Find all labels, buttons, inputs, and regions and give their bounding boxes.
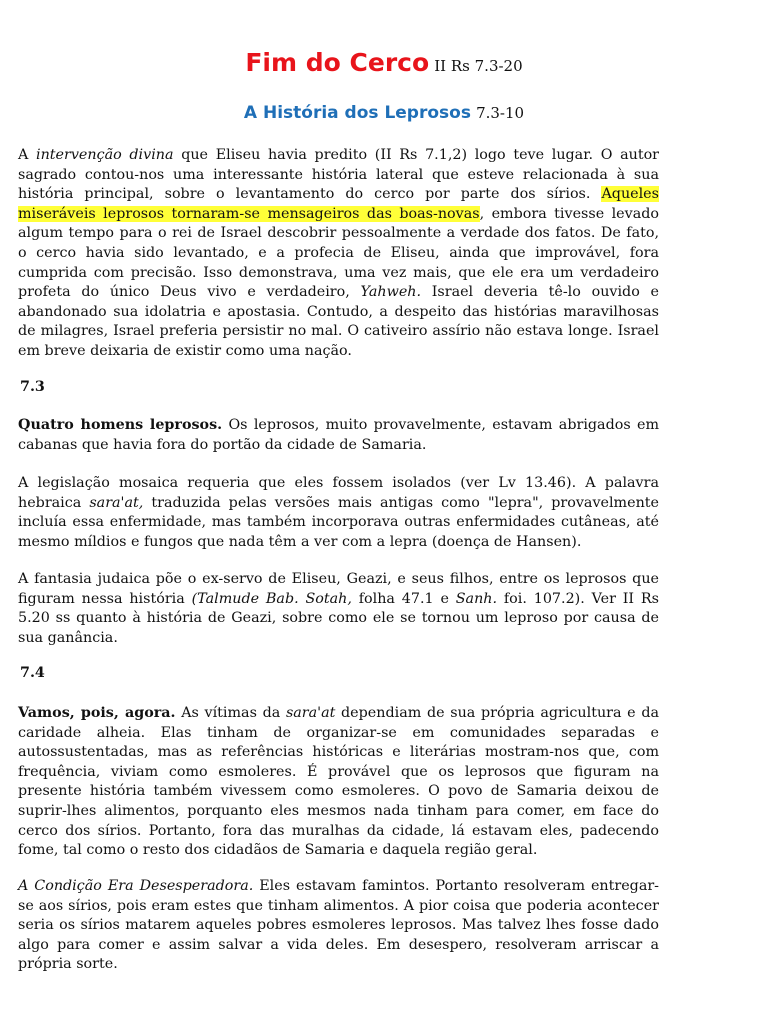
term-saraat: sara'at,	[89, 494, 144, 511]
intro-paragraph	[18, 146, 659, 362]
bold-lead: Vamos, pois, agora.	[18, 705, 176, 721]
citation-talmude: (Talmude Bab. Sotah,	[191, 590, 352, 607]
paragraph-text: Os leprosos, muito provavelmente, estavam abrigados em cabanas que havia fora do portão da cidade de Samaria.	[18, 417, 660, 453]
citation-sanh: Sanh.	[455, 590, 498, 607]
section-subtitle: A História dos Leprosos	[243, 103, 471, 123]
verse-heading-7-4: 7.4	[20, 665, 45, 681]
intro-text-4: Israel deveria tê-lo ouvido e abandonado sua idolatria e apostasia. Contudo, a despeito das histórias maravilhosas de milagres, Israel preferia persistir no mal. O cativeiro assírio não estava longe. Israel em breve deixaria de existir como uma nação.	[18, 284, 659, 359]
paragraph-text: As vítimas da	[175, 705, 286, 721]
title-line	[0, 48, 768, 77]
title-reference: II Rs 7.3-20	[434, 57, 523, 75]
bold-lead: Quatro homens leprosos.	[18, 417, 223, 433]
verse-heading-7-3: 7.3	[20, 379, 45, 395]
intro-text-3: , embora tivesse levado algum tempo para o rei de Israel descobrir pessoalmente a verdade dos fatos. De fato, o cerco havia sido levantado, e a profecia de Eliseu, ainda que improvável, fora cumprida com precisão. Isso demonstrava, uma vez mais, que ele era um verdadeiro profeta do único Deus vivo e verdadeiro,	[18, 205, 660, 301]
paragraph-text: Eles estavam famintos. Portanto resolveram entregar-se aos sírios, pois eram estes que tinham alimentos. A pior coisa que poderia acontecer seria os sírios matarem aqueles pobres esmoleres leprosos. Mas talvez lhes fosse dado algo para comer e assim salvar a vida deles. Em desespero, resolveram arriscar a própria sorte.	[18, 878, 660, 973]
paragraph-text: A legislação mosaica requeria que eles fossem isolados (ver Lv 13.46). A palavra hebraica	[18, 475, 659, 511]
term-saraat: sara'at	[285, 705, 336, 721]
intro-text-1: A	[18, 147, 37, 163]
intro-emphasis: intervenção divina	[36, 147, 174, 163]
paragraph-condicao	[18, 877, 659, 975]
paragraph-text: folha 47.1 e	[351, 590, 456, 607]
paragraph-text: dependiam de sua própria agricultura e da caridade alheia. Elas tinham de organizar-se em comunidades separadas e autossustentadas, mas as referências históricas e literárias mostram-nos que, com frequência, viviam como esmoleres. É provável que os leprosos que figuram na presente história também vivessem como esmoleres. O povo de Samaria deixou de suprir-lhes alimentos, porquanto eles mesmos nada tinham para comer, em face do cerco dos sírios. Portanto, fora das muralhas da cidade, lá estavam eles, padecendo fome, tal como o resto dos cidadãos de Samaria e daquela região geral.	[18, 705, 659, 859]
highlighted-text: Aqueles miseráveis leprosos tornaram-se mensageiros das boas-novas	[18, 186, 659, 222]
paragraph-vamos	[18, 704, 659, 861]
intro-yahweh: Yahweh.	[360, 284, 422, 301]
paragraph-quatro-homens	[18, 416, 659, 455]
paragraph-text: traduzida pelas versões mais antigas como "lepra", provavelmente incluía essa enfermidade, mas também incorporava outras enfermidades cutâneas, até mesmo míldios e fungos que nada têm a ver com a lepra (doença de Hansen).	[18, 494, 659, 550]
subtitle-line	[0, 103, 768, 123]
page-title: Fim do Cerco	[245, 48, 430, 77]
italic-lead: A Condição Era Desesperadora.	[18, 878, 254, 894]
paragraph-fantasia	[18, 570, 659, 648]
paragraph-legislacao	[18, 474, 659, 552]
paragraph-text: A fantasia judaica põe o ex-servo de Eliseu, Geazi, e seus filhos, entre os leprosos que figuram nessa história	[18, 571, 659, 607]
intro-text-2: que Eliseu havia predito (II Rs 7.1,2) logo teve lugar. O autor sagrado contou-nos uma interessante história lateral que esteve relacionada à sua história principal, sobre o levantamento do cerco por parte dos sírios.	[18, 147, 660, 203]
subtitle-reference: 7.3-10	[476, 104, 525, 122]
paragraph-text: foi. 107.2). Ver II Rs 5.20 ss quanto à história de Geazi, sobre como ele se tornou um leproso por causa de sua ganância.	[18, 590, 660, 646]
